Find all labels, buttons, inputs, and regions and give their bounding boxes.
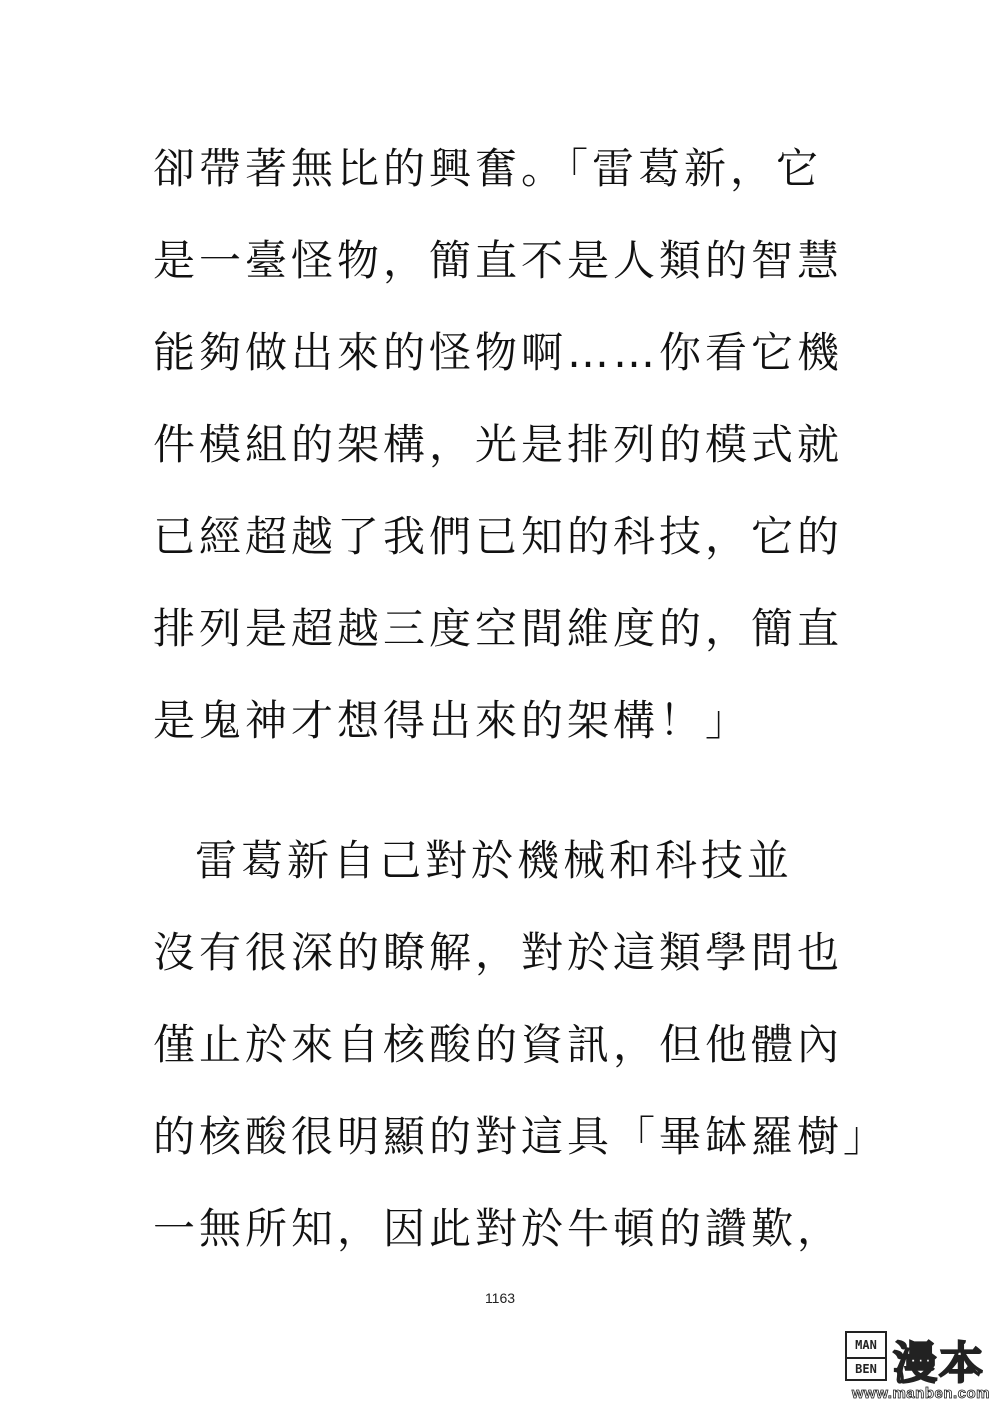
watermark-url: www.manben.com (851, 1385, 990, 1402)
text-line: 件模組的架構，光是排列的模式就 (153, 420, 844, 469)
watermark-logo-top: MAN (855, 1338, 877, 1352)
text-line: 的核酸很明顯的對這具「畢缽羅樹」 (153, 1112, 890, 1161)
text-line: 是一臺怪物，簡直不是人類的智慧 (153, 236, 844, 285)
text-line: 是鬼神才想得出來的架構！」 (153, 696, 752, 745)
text-line: 卻帶著無比的興奮。「雷葛新，它 (153, 144, 823, 193)
text-line: 沒有很深的瞭解，對於這類學問也 (153, 928, 844, 977)
text-line: 一無所知，因此對於牛頓的讚歎， (153, 1204, 844, 1253)
watermark (845, 1331, 990, 1406)
text-line: 僅止於來自核酸的資訊，但他體內 (153, 1020, 844, 1069)
watermark-logo-icon (845, 1331, 887, 1381)
text-line-indented: 雷葛新自己對於機械和科技並 (195, 836, 794, 885)
text-line: 能夠做出來的怪物啊……你看它機 (153, 328, 844, 377)
watermark-logo-bottom: BEN (847, 1357, 885, 1379)
text-line: 已經超越了我們已知的科技，它的 (153, 512, 844, 561)
page-number: 1163 (484, 1290, 516, 1306)
watermark-title: 漫本 (893, 1338, 985, 1389)
text-line: 排列是超越三度空間維度的，簡直 (153, 604, 844, 653)
